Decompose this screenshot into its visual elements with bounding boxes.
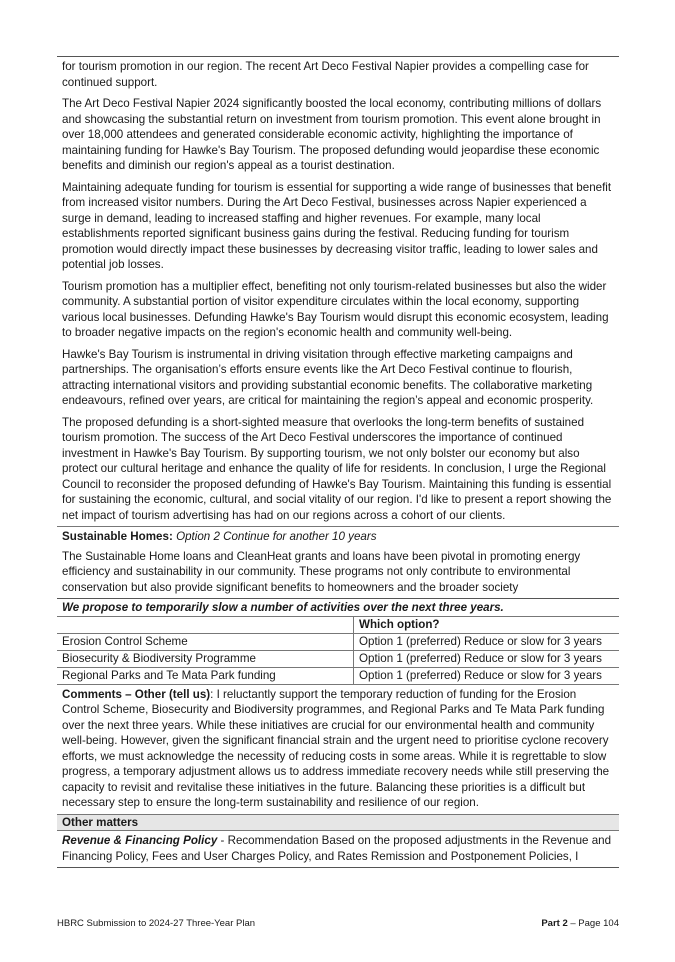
revenue-financing-label: Revenue & Financing Policy <box>62 834 218 847</box>
tourism-paragraph-5: The proposed defunding is a short-sighted measure that overlooks the long-term benefits of sustained tourism promotion. The success of the Art Deco Festival underscores the importance of continued investment in Hawke's Bay Tourism. By supporting tourism, we not only bolster our economy but also protect our cultural heritage and enhance the quality of life for residents. In conclusion, I urge the Regional Council to reconsider the proposed defunding of Hawke's Bay Tourism. Maintaining this funding is essential for sustaining the economic, cultural, and social vitality of our region. I'd like to present a report showing the net impact of tourism advertising has had on our regions across a cohort of our clients. <box>62 415 612 522</box>
option-cell: Option 1 (preferred) Reduce or slow for 3 years <box>354 667 620 684</box>
other-matters-heading: Other matters <box>57 814 619 832</box>
tourism-paragraph-2: Maintaining adequate funding for tourism is essential for supporting a wide range of businesses that benefit from increased visitor numbers. During the Art Deco Festival, businesses across Napier experienced a surge in demand, leading to increased staffing and higher revenues. For example, many local establishments reported significant business gains during the festival. Reducing funding for tourism promotion would directly impact these businesses by decreasing visitor traffic, leading to lower sales and potential job losses. <box>62 180 612 271</box>
intro-fragment: for tourism promotion in our region. The recent Art Deco Festival Napier provides a compelling case for continued support. <box>62 60 589 89</box>
footer-part: Part 2 <box>541 918 568 929</box>
comments-label: Comments – Other (tell us) <box>62 687 211 701</box>
tourism-paragraph-3: Tourism promotion has a multiplier effect, benefiting not only tourism-related businesses but also the wider community. A substantial portion of visitor expenditure circulates within the local economy, supporting various local businesses. Defunding Hawke's Bay Tourism would disrupt this economic ecosystem, leading to broader negative impacts on the region's economic health and community well-being. <box>62 279 609 339</box>
comments-paragraph <box>57 685 619 814</box>
footer-document-title: HBRC Submission to 2024-27 Three-Year Plan <box>57 918 256 929</box>
footer-page-label <box>541 918 619 929</box>
tourism-section <box>57 56 619 526</box>
revenue-financing-paragraph <box>57 831 619 868</box>
sustainable-homes-option: Option 2 Continue for another 10 years <box>176 530 377 543</box>
slow-activities-title: We propose to temporarily slow a number of activities over the next three years. <box>57 598 619 616</box>
activity-cell: Biosecurity & Biodiversity Programme <box>57 650 354 667</box>
document-body <box>57 56 619 868</box>
which-option-header: Which option? <box>354 616 620 633</box>
tourism-paragraph-4: Hawke's Bay Tourism is instrumental in driving visitation through effective marketing campaigns and partnerships. The organisation’s efforts ensure events like the Art Deco Festival continue to flourish, attracting international visitors and providing substantial economic benefits. The collaborative marketing endeavours, refined over years, are critical for maintaining the region’s appeal and economic prosperity. <box>62 347 594 407</box>
page-footer <box>57 918 619 929</box>
table-row <box>57 650 619 667</box>
comments-text: : I reluctantly support the temporary reduction of funding for the Erosion Control Scheme, Biosecurity and Biodiversity programmes, and Regional Parks and Te Mata Park funding over the next three years. While these initiatives are crucial for our environmental health and community well-being. However, given the significant financial strain and the urgent need to prioritise cyclone recovery efforts, we must acknowledge the necessity of reducing costs in some areas. While it is regrettable to slow progress, a temporary adjustment allows us to address immediate recovery needs while still preserving the capacity to revisit and revitalise these initiatives in the future. Balancing these priorities is a difficult but necessary step to ensure the long-term sustainability and resilience of our region. <box>62 687 610 809</box>
activity-cell: Regional Parks and Te Mata Park funding <box>57 667 354 684</box>
slow-activities-table <box>57 616 619 685</box>
table-row <box>57 633 619 650</box>
activity-cell: Erosion Control Scheme <box>57 633 354 650</box>
sustainable-homes-heading <box>57 526 619 547</box>
table-header-blank <box>57 616 354 633</box>
revenue-financing-text: - Recommendation Based on the proposed adjustments in the Revenue and Financing Policy, Fees and User Charges Policy, and Rates Remission and Postponement Policies, I <box>62 834 612 863</box>
tourism-paragraph-1: The Art Deco Festival Napier 2024 significantly boosted the local economy, contributing millions of dollars and showcasing the substantial return on investment from tourism promotion. This event alone brought in over 18,000 attendees and generated considerable economic activity, highlighting the importance of maintaining funding for Hawke's Bay Tourism. The proposed defunding would jeopardise these economic benefits and diminish our region's appeal as a tourist destination. <box>62 97 602 172</box>
table-row <box>57 667 619 684</box>
option-cell: Option 1 (preferred) Reduce or slow for 3 years <box>354 633 620 650</box>
sustainable-homes-text: The Sustainable Home loans and CleanHeat grants and loans have been pivotal in promoting energy efficiency and sustainability in our community. These programs not only contribute to environmental conservation but also provide significant benefits to homeowners and the broader society <box>62 549 581 594</box>
option-cell: Option 1 (preferred) Reduce or slow for 3 years <box>354 650 620 667</box>
footer-page-number: – Page 104 <box>567 918 619 929</box>
sustainable-homes-label: Sustainable Homes: <box>62 530 173 543</box>
table-header-row <box>57 616 619 633</box>
